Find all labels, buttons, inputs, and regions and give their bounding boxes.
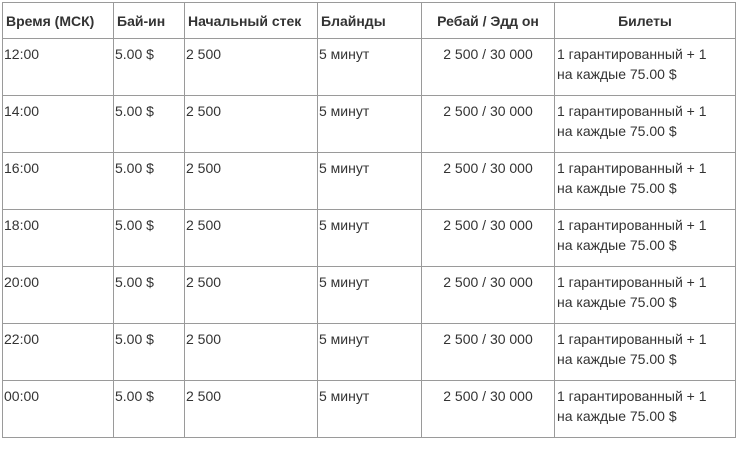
cell-blinds: 5 минут [318,96,422,153]
cell-blinds: 5 минут [318,210,422,267]
table-body [3,39,736,438]
header-row [3,3,736,39]
tickets-line-1: 1 гарантированный + 1 [557,217,707,233]
tickets-line-1: 1 гарантированный + 1 [557,388,707,404]
cell-time: 18:00 [3,210,114,267]
table-row [3,267,736,324]
table-row [3,324,736,381]
cell-rebuy-addon: 2 500 / 30 000 [422,324,555,381]
table-row [3,210,736,267]
cell-time: 12:00 [3,39,114,96]
cell-blinds: 5 минут [318,324,422,381]
tickets-line-1: 1 гарантированный + 1 [557,274,707,290]
tickets-line-2: на каждые 75.00 $ [557,294,677,310]
table-row [3,153,736,210]
cell-rebuy-addon: 2 500 / 30 000 [422,381,555,438]
cell-blinds: 5 минут [318,267,422,324]
tickets-line-2: на каждые 75.00 $ [557,351,677,367]
cell-rebuy-addon: 2 500 / 30 000 [422,39,555,96]
cell-buyin: 5.00 $ [114,210,185,267]
cell-starting-stack: 2 500 [185,153,318,210]
header-blinds: Блайнды [318,3,422,39]
cell-blinds: 5 минут [318,153,422,210]
cell-buyin: 5.00 $ [114,324,185,381]
table-row [3,96,736,153]
cell-time: 16:00 [3,153,114,210]
cell-rebuy-addon: 2 500 / 30 000 [422,96,555,153]
tickets-line-2: на каждые 75.00 $ [557,237,677,253]
cell-buyin: 5.00 $ [114,381,185,438]
header-rebuy-addon: Ребай / Эдд он [422,3,555,39]
cell-starting-stack: 2 500 [185,324,318,381]
cell-time: 20:00 [3,267,114,324]
cell-blinds: 5 минут [318,39,422,96]
cell-buyin: 5.00 $ [114,267,185,324]
cell-buyin: 5.00 $ [114,39,185,96]
cell-tickets [555,210,736,267]
cell-tickets [555,39,736,96]
header-time: Время (МСК) [3,3,114,39]
tickets-line-1: 1 гарантированный + 1 [557,103,707,119]
tickets-line-2: на каждые 75.00 $ [557,66,677,82]
cell-tickets [555,324,736,381]
table-row [3,39,736,96]
cell-starting-stack: 2 500 [185,39,318,96]
cell-tickets [555,96,736,153]
cell-starting-stack: 2 500 [185,381,318,438]
cell-time: 00:00 [3,381,114,438]
cell-buyin: 5.00 $ [114,153,185,210]
header-tickets: Билеты [555,3,736,39]
tickets-line-2: на каждые 75.00 $ [557,123,677,139]
tickets-line-1: 1 гарантированный + 1 [557,46,707,62]
cell-starting-stack: 2 500 [185,267,318,324]
tickets-line-2: на каждые 75.00 $ [557,408,677,424]
header-buyin: Бай-ин [114,3,185,39]
cell-rebuy-addon: 2 500 / 30 000 [422,210,555,267]
cell-starting-stack: 2 500 [185,210,318,267]
cell-tickets [555,381,736,438]
tournament-schedule-table [2,2,736,438]
cell-starting-stack: 2 500 [185,96,318,153]
header-starting-stack: Начальный стек [185,3,318,39]
tickets-line-2: на каждые 75.00 $ [557,180,677,196]
cell-rebuy-addon: 2 500 / 30 000 [422,267,555,324]
cell-tickets [555,153,736,210]
cell-rebuy-addon: 2 500 / 30 000 [422,153,555,210]
cell-time: 22:00 [3,324,114,381]
cell-time: 14:00 [3,96,114,153]
cell-blinds: 5 минут [318,381,422,438]
tickets-line-1: 1 гарантированный + 1 [557,331,707,347]
cell-buyin: 5.00 $ [114,96,185,153]
table-row [3,381,736,438]
cell-tickets [555,267,736,324]
tickets-line-1: 1 гарантированный + 1 [557,160,707,176]
table-header [3,3,736,39]
